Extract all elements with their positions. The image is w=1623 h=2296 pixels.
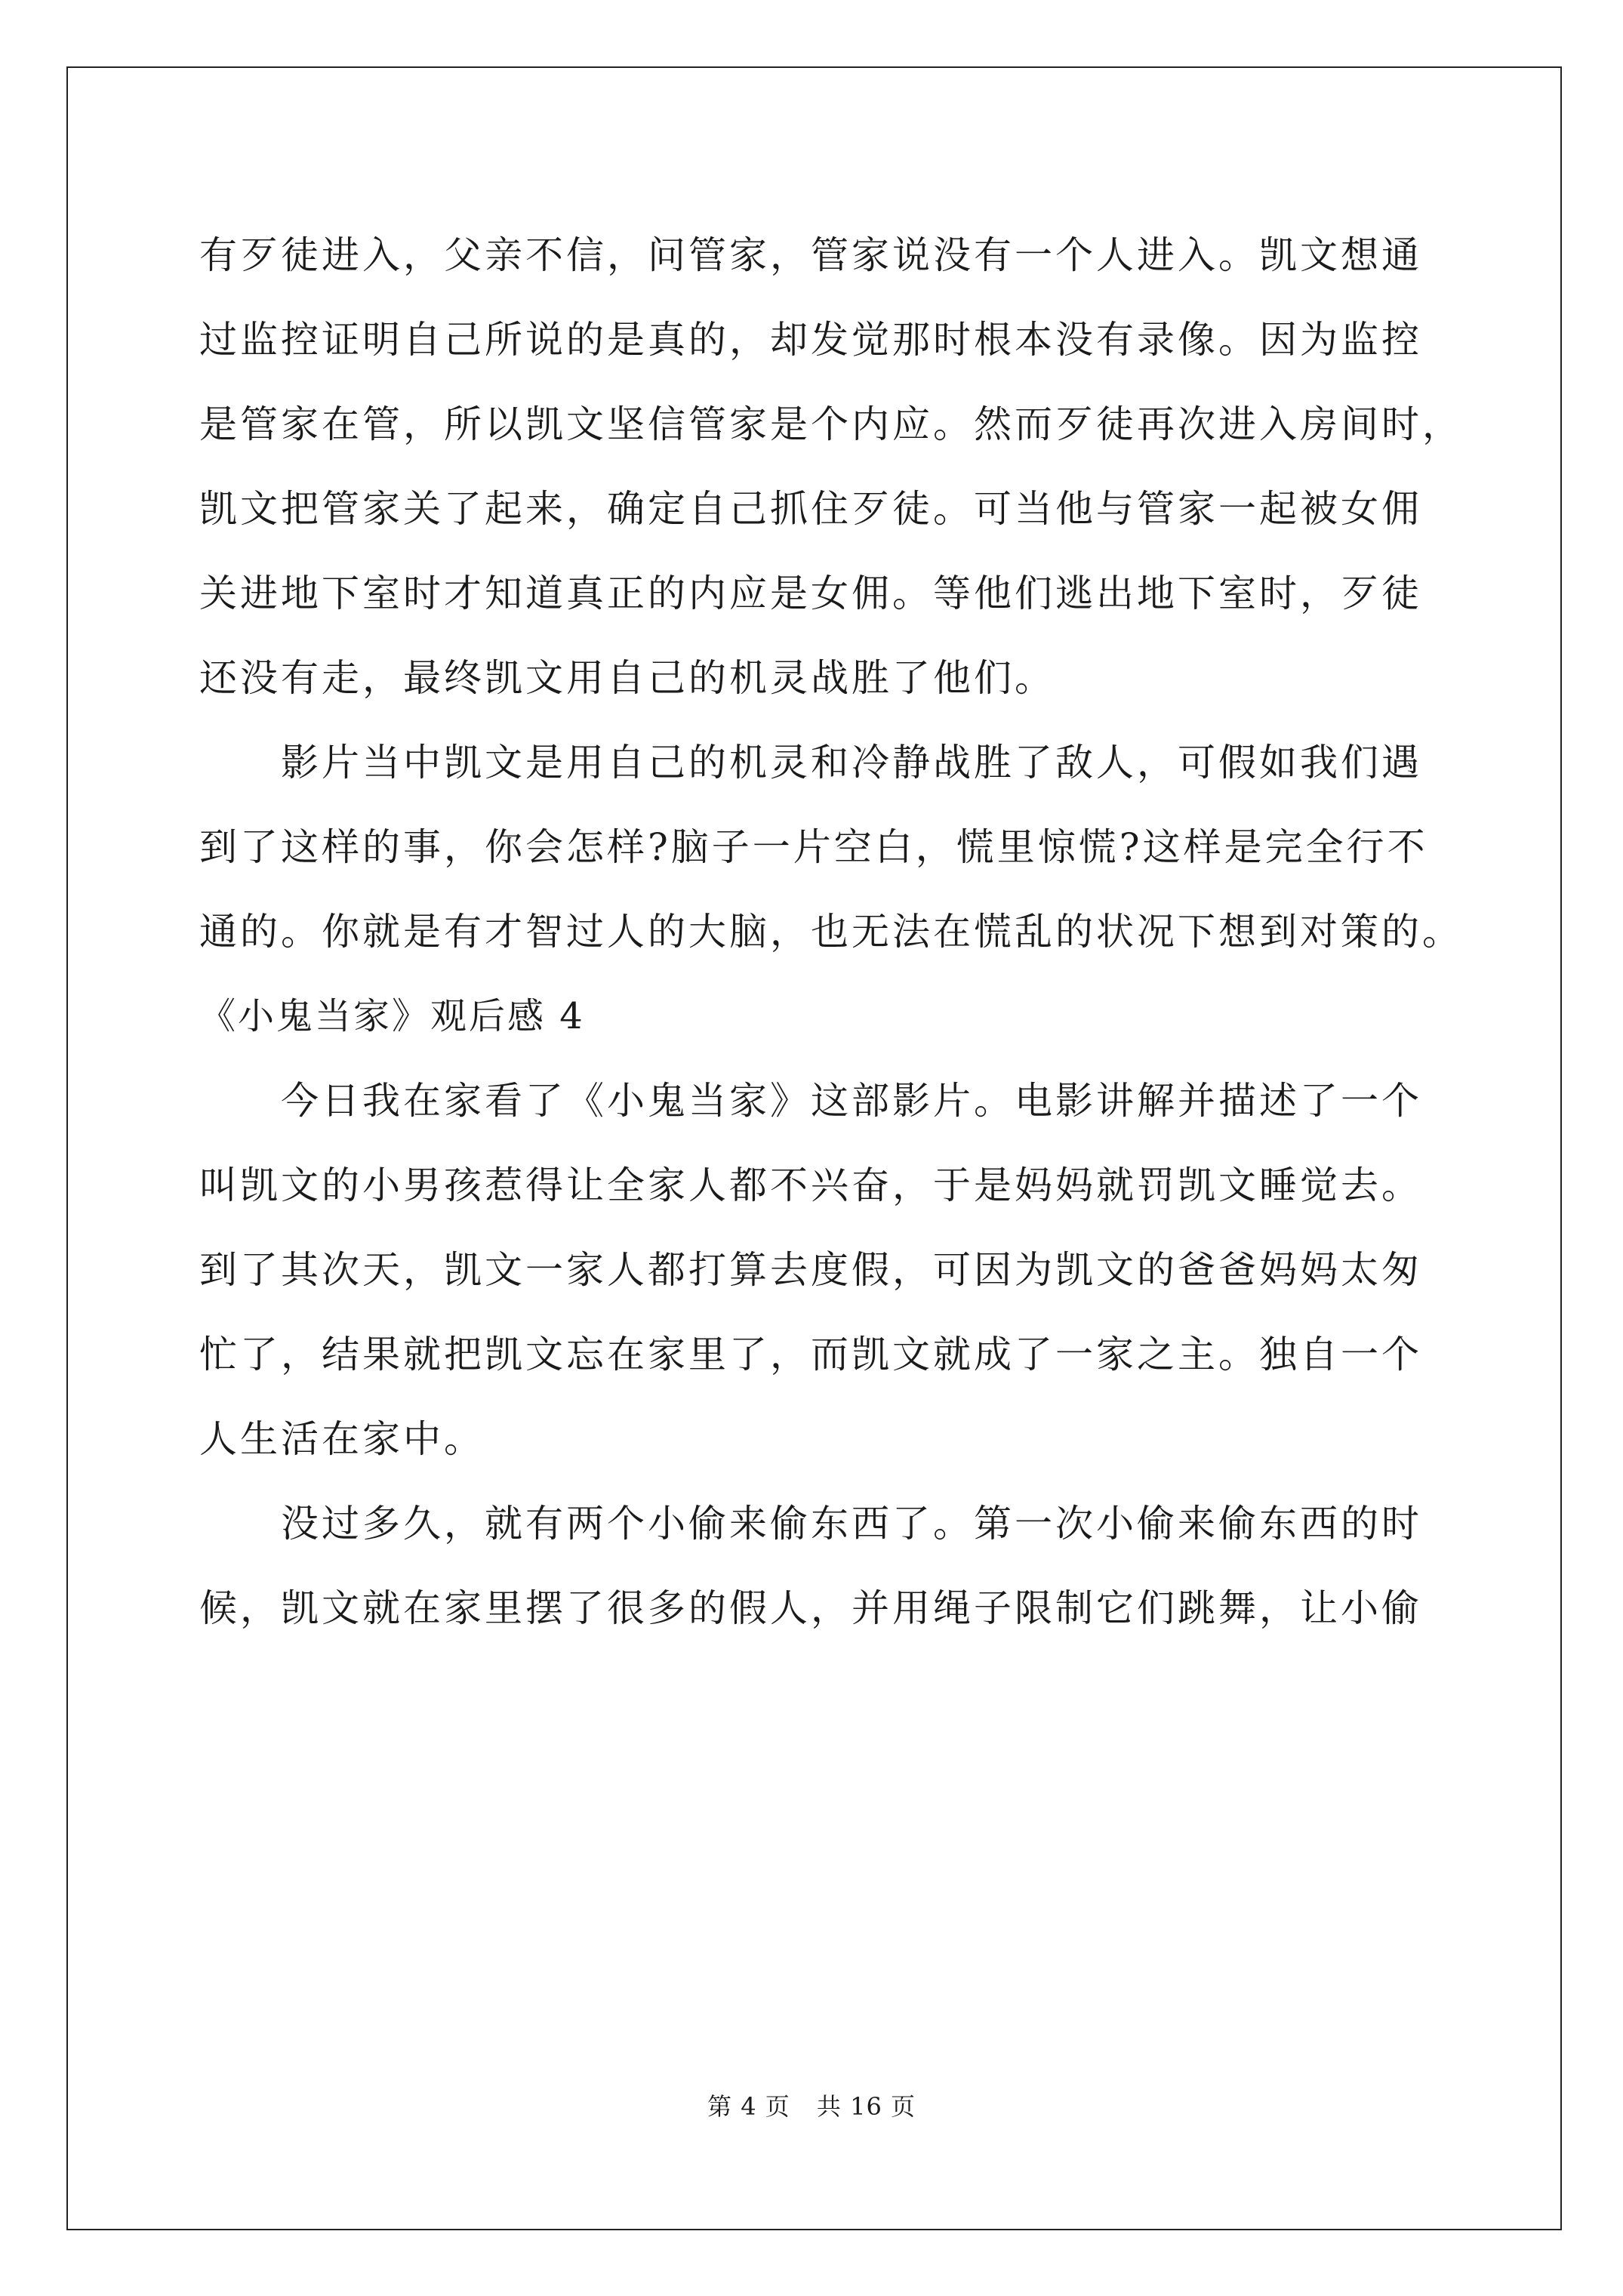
text-line: 通的。你就是有才智过人的大脑，也无法在慌乱的状况下想到对策的。 — [199, 910, 1463, 954]
text-line: 过监控证明自己所说的是真的，却发觉那时根本没有录像。因为监控 — [199, 318, 1422, 362]
text-line: 是管家在管，所以凯文坚信管家是个内应。然而歹徒再次进入房间时， — [199, 402, 1463, 446]
page-total: 共 16 页 — [816, 2092, 916, 2121]
text-line: 还没有走，最终凯文用自己的机灵战胜了他们。 — [199, 656, 1055, 700]
text-line: 候，凯文就在家里摆了很多的假人，并用绳子限制它们跳舞，让小偷 — [199, 1586, 1422, 1630]
paragraph-start-line: 没过多久，就有两个小偷来偷东西了。第一次小偷来偷东西的时 — [281, 1502, 1422, 1546]
text-line: 到了其次天，凯文一家人都打算去度假，可因为凯文的爸爸妈妈太匆 — [199, 1248, 1422, 1292]
text-line: 人生活在家中。 — [199, 1417, 485, 1461]
section-heading: 《小鬼当家》观后感 4 — [199, 995, 585, 1037]
text-line: 关进地下室时才知道真正的内应是女佣。等他们逃出地下室时，歹徒 — [199, 572, 1422, 615]
text-line: 到了这样的事，你会怎样?脑子一片空白，慌里惊慌?这样是完全行不 — [199, 825, 1428, 869]
document-body — [199, 213, 1463, 1650]
text-line: 有歹徒进入，父亲不信，问管家，管家说没有一个人进入。凯文想通 — [199, 233, 1422, 277]
text-line: 忙了，结果就把凯文忘在家里了，而凯文就成了一家之主。独自一个 — [199, 1333, 1422, 1376]
page-number: 第 4 页 — [707, 2092, 790, 2121]
page-footer — [0, 2088, 1623, 2122]
paragraph-start-line: 影片当中凯文是用自己的机灵和冷静战胜了敌人，可假如我们遇 — [281, 741, 1422, 784]
paragraph-start-line: 今日我在家看了《小鬼当家》这部影片。电影讲解并描述了一个 — [281, 1079, 1422, 1123]
text-line: 叫凯文的小男孩惹得让全家人都不兴奋，于是妈妈就罚凯文睡觉去。 — [199, 1163, 1422, 1207]
text-line: 凯文把管家关了起来，确定自己抓住歹徒。可当他与管家一起被女佣 — [199, 487, 1422, 531]
